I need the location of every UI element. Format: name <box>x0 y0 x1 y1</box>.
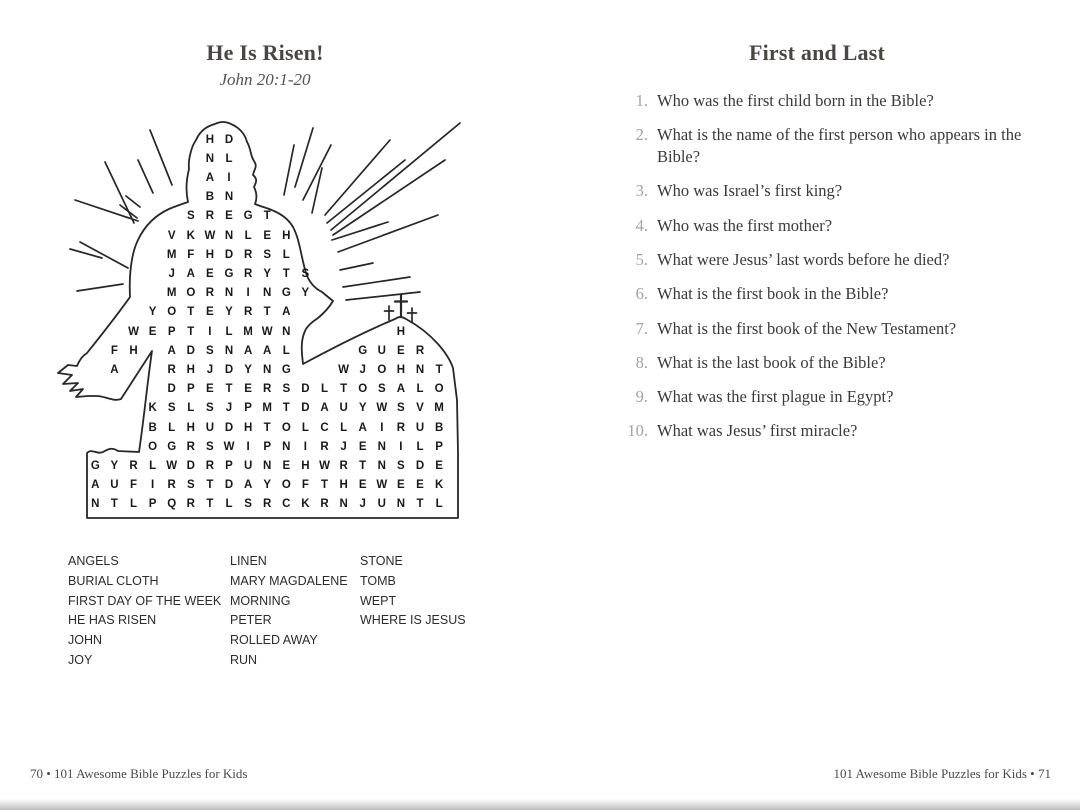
grid-letter: I <box>208 325 212 338</box>
grid-letter: H <box>282 229 291 242</box>
grid-letter: L <box>149 459 157 472</box>
grid-letter: L <box>435 498 443 511</box>
question-item <box>617 420 1047 442</box>
grid-letter: L <box>282 248 290 261</box>
grid-letter: H <box>129 344 138 357</box>
grid-letter: P <box>148 498 157 511</box>
grid-letter: E <box>263 229 272 242</box>
grid-letter: P <box>225 459 233 472</box>
grid-letter: A <box>320 402 329 415</box>
grid-letter: L <box>225 152 233 165</box>
grid-letter: Y <box>263 267 272 280</box>
grid-letter: U <box>243 459 253 472</box>
grid-letter: N <box>263 363 272 376</box>
cross-icon <box>385 306 394 320</box>
grid-letter: E <box>358 440 367 453</box>
grid-letter: B <box>205 191 215 204</box>
grid-letter: R <box>186 440 195 453</box>
grid-letter: G <box>224 267 234 280</box>
grid-letter: S <box>397 459 405 472</box>
grid-letter: I <box>150 479 155 492</box>
grid-letter: T <box>110 498 118 511</box>
grid-letter: H <box>186 421 195 434</box>
grid-letter: Y <box>244 363 252 376</box>
grid-letter: S <box>167 402 176 415</box>
grid-letter: R <box>415 344 425 357</box>
grid-letter: A <box>167 344 176 357</box>
grid-letter: A <box>205 171 215 184</box>
grid-letter: T <box>263 421 271 434</box>
grid-letter: E <box>397 344 405 357</box>
question-text: Who was the first child born in the Bible? <box>657 91 934 110</box>
grid-letter: T <box>320 479 329 492</box>
grid-letter: D <box>301 402 310 415</box>
grid-letter: W <box>376 402 388 415</box>
grid-letter: R <box>396 421 406 434</box>
grid-letter: T <box>187 325 195 338</box>
grid-letter: D <box>167 383 176 396</box>
grid-letter: N <box>224 229 234 242</box>
question-item <box>617 180 1047 202</box>
word-list-item: LINEN <box>230 554 267 568</box>
question-text: What is the last book of the Bible? <box>657 352 886 372</box>
grid-letter: R <box>243 248 253 261</box>
grid-letter: M <box>434 402 444 415</box>
grid-letter: E <box>244 383 252 396</box>
grid-letter: P <box>167 325 176 338</box>
question-number: 3. <box>635 181 648 201</box>
grid-letter: T <box>416 498 424 511</box>
question-text: What is the first book in the Bible? <box>657 284 889 304</box>
grid-letter: T <box>263 210 271 223</box>
grid-letter: J <box>225 402 233 415</box>
grid-letter: N <box>224 191 234 204</box>
question-item <box>617 318 1047 340</box>
grid-letter: U <box>377 498 386 511</box>
grid-letter: N <box>263 287 272 300</box>
grid-letter: F <box>187 248 195 261</box>
word-list-item: WEPT <box>360 593 397 608</box>
grid-letter: K <box>186 229 195 242</box>
grid-letter: U <box>110 479 119 492</box>
grid-letter: Y <box>263 479 272 492</box>
grid-letter: K <box>434 479 444 492</box>
cross-icon <box>395 295 407 316</box>
grid-letter: G <box>167 440 177 453</box>
grid-letter: A <box>396 383 406 396</box>
grid-letter: N <box>224 344 234 357</box>
grid-letter: Q <box>167 498 177 511</box>
grid-letter: L <box>416 440 424 453</box>
grid-letter: L <box>244 229 252 242</box>
question-item <box>617 386 1047 408</box>
grid-letter: R <box>167 363 176 376</box>
grid-letter: N <box>377 459 386 472</box>
grid-letter: W <box>319 459 330 472</box>
grid-letter: A <box>282 306 291 319</box>
grid-letter: J <box>206 363 214 376</box>
question-text: What was Jesus’ first miracle? <box>657 421 858 441</box>
grid-letter: S <box>263 248 272 261</box>
word-list-item: JOY <box>68 652 93 667</box>
quiz-title: First and Last <box>748 40 886 65</box>
grid-letter: O <box>281 479 291 492</box>
grid-letter: I <box>246 287 250 300</box>
grid-letter: F <box>301 479 309 492</box>
grid-letter: K <box>148 402 157 415</box>
question-number: 1. <box>635 91 648 110</box>
grid-letter: E <box>397 479 405 492</box>
grid-letter: E <box>206 267 214 280</box>
grid-letter: D <box>301 383 310 396</box>
grid-letter: E <box>225 210 233 223</box>
grid-letter: N <box>91 498 100 511</box>
grid-letter: R <box>205 210 215 223</box>
grid-letter: S <box>206 440 214 453</box>
grid-letter: R <box>320 498 329 511</box>
grid-letter: G <box>90 459 100 472</box>
grid-letter: D <box>186 459 195 472</box>
grid-letter: S <box>206 344 214 357</box>
grid-letter: R <box>129 459 138 472</box>
word-list-column <box>360 552 466 631</box>
word-list-column <box>68 552 221 671</box>
word-list-column <box>230 552 348 671</box>
question-item <box>617 124 1047 168</box>
grid-letter: I <box>303 440 307 453</box>
grid-letter: A <box>358 421 367 434</box>
grid-letter: G <box>358 344 368 357</box>
word-list-item: ROLLED AWAY <box>230 633 318 648</box>
question-number: 9. <box>635 387 648 407</box>
grid-letter: H <box>396 363 406 376</box>
grid-letter: P <box>186 383 195 396</box>
grid-letter: G <box>281 287 291 300</box>
grid-letter: H <box>339 479 348 492</box>
grid-letter: P <box>263 440 272 453</box>
grid-letter: H <box>205 133 215 146</box>
word-list-item: JOHN <box>68 633 103 648</box>
grid-letter: R <box>205 459 215 472</box>
word-list-item: BURIAL CLOTH <box>68 573 159 588</box>
grid-letter: E <box>148 325 157 338</box>
grid-letter: I <box>380 421 384 434</box>
grid-letter: M <box>166 248 177 261</box>
word-list <box>0 552 540 672</box>
question-number: 2. <box>635 125 648 145</box>
grid-letter: T <box>187 306 195 319</box>
word-list-item: MORNING <box>230 593 291 608</box>
word-search-puzzle <box>50 55 470 530</box>
grid-letter: R <box>263 383 272 396</box>
grid-letter: G <box>243 210 253 223</box>
question-item <box>617 249 1047 271</box>
grid-letter: R <box>339 459 348 472</box>
grid-letter: E <box>435 459 443 472</box>
question-text: Who was Israel’s first king? <box>657 181 843 201</box>
grid-letter: V <box>167 229 176 242</box>
grid-letter: U <box>415 421 425 434</box>
grid-letter: N <box>205 152 215 165</box>
grid-letter: A <box>243 344 253 357</box>
grid-letter: E <box>206 306 214 319</box>
grid-letter: U <box>377 344 386 357</box>
grid-letter: R <box>167 479 176 492</box>
grid-letter: D <box>415 459 425 472</box>
grid-letter: I <box>227 171 231 184</box>
grid-letter: L <box>225 325 233 338</box>
grid-letter: O <box>281 421 291 434</box>
grid-letter: L <box>340 421 348 434</box>
grid-letter: L <box>416 383 424 396</box>
grid-letter: T <box>225 383 233 396</box>
grid-letter: P <box>244 402 252 415</box>
grid-letter: W <box>166 459 178 472</box>
question-number: 8. <box>635 352 648 372</box>
grid-letter: E <box>416 479 424 492</box>
grid-letter: S <box>397 402 405 415</box>
word-list-item: PETER <box>230 613 272 628</box>
grid-letter: J <box>359 498 366 511</box>
grid-letter: O <box>358 383 368 396</box>
question-text: What is the name of the first person who appears in the Bible? <box>657 125 1022 167</box>
grid-letter: S <box>186 479 195 492</box>
grid-letter: T <box>206 479 214 492</box>
grid-letter: D <box>224 363 234 376</box>
grid-letter: W <box>376 479 388 492</box>
page-bottom-shadow <box>0 799 1080 810</box>
grid-letter: Y <box>148 306 157 319</box>
grid-letter: D <box>224 421 234 434</box>
word-list-item: MARY MAGDALENE <box>230 573 348 588</box>
grid-letter: R <box>243 306 253 319</box>
grid-letter: S <box>282 383 291 396</box>
grid-letter: N <box>339 498 348 511</box>
word-list-item: ANGELS <box>68 554 119 568</box>
word-list-item: STONE <box>360 554 403 568</box>
grid-letter: I <box>399 440 403 453</box>
grid-letter: Y <box>301 287 310 300</box>
grid-letter: L <box>225 498 233 511</box>
grid-letter: N <box>396 498 406 511</box>
grid-letter: W <box>261 325 273 338</box>
word-list-item: WHERE IS JESUS <box>360 613 466 628</box>
grid-letter: T <box>359 459 367 472</box>
grid-letter: L <box>320 383 329 396</box>
word-list-item: HE HAS RISEN <box>68 613 157 628</box>
word-list-item: TOMB <box>360 573 396 588</box>
grid-letter: H <box>186 363 195 376</box>
puzzle-scripture-reference: John 20:1-20 <box>219 70 311 89</box>
grid-letter: Y <box>225 306 233 319</box>
grid-letter: A <box>186 267 195 280</box>
grid-letter: S <box>301 267 310 280</box>
grid-letter: J <box>340 440 347 453</box>
word-list-item: FIRST DAY OF THE WEEK <box>68 593 222 608</box>
grid-letter: E <box>282 459 291 472</box>
grid-letter: L <box>301 421 309 434</box>
puzzle-title: He Is Risen! <box>206 40 324 65</box>
grid-letter: G <box>281 363 291 376</box>
page-footer-left: 70 • 101 Awesome Bible Puzzles for Kids <box>30 766 248 781</box>
grid-letter: U <box>339 402 348 415</box>
grid-letter: R <box>243 267 253 280</box>
grid-letter: F <box>129 479 138 492</box>
grid-letter: N <box>263 459 272 472</box>
grid-letter: D <box>224 133 234 146</box>
grid-letter: C <box>320 421 329 434</box>
word-list-item: RUN <box>230 652 258 667</box>
grid-letter: T <box>340 383 348 396</box>
question-list <box>617 90 1047 455</box>
grid-letter: A <box>110 363 119 376</box>
grid-letter: L <box>129 498 138 511</box>
question-item <box>617 90 1047 112</box>
grid-letter: B <box>434 421 444 434</box>
grid-letter: L <box>282 344 290 357</box>
grid-letter: Y <box>358 402 367 415</box>
grid-letter: U <box>205 421 215 434</box>
question-text: What is the first book of the New Testament? <box>657 318 957 338</box>
grid-letter: T <box>206 498 214 511</box>
grid-letter: O <box>148 440 158 453</box>
grid-letter: E <box>358 479 367 492</box>
grid-letter: B <box>148 421 157 434</box>
grid-letter: N <box>415 363 425 376</box>
grid-letter: R <box>263 498 272 511</box>
question-item <box>617 215 1047 237</box>
grid-letter: T <box>282 402 290 415</box>
grid-letter: L <box>168 421 176 434</box>
grid-letter: D <box>224 248 234 261</box>
grid-letter: D <box>186 344 195 357</box>
grid-letter: N <box>224 287 234 300</box>
grid-letter: J <box>359 363 366 376</box>
grid-letter: R <box>320 440 329 453</box>
grid-letter: J <box>168 267 175 280</box>
grid-letter: M <box>166 287 177 300</box>
grid-letter: O <box>377 363 387 376</box>
grid-letter: H <box>205 248 215 261</box>
grid-letter: S <box>206 402 214 415</box>
question-number: 6. <box>635 284 648 304</box>
grid-letter: H <box>243 421 253 434</box>
grid-letter: N <box>377 440 386 453</box>
grid-letter: R <box>186 498 195 511</box>
grid-letter: I <box>246 440 250 453</box>
grid-letter: T <box>435 363 443 376</box>
grid-letter: E <box>206 383 214 396</box>
grid-letter: O <box>186 287 196 300</box>
grid-letter: D <box>224 479 234 492</box>
grid-letter: Y <box>110 459 119 472</box>
question-number: 7. <box>635 318 648 338</box>
grid-letter: A <box>243 479 253 492</box>
grid-letter: W <box>223 440 235 453</box>
grid-letter: R <box>205 287 215 300</box>
grid-letter: A <box>91 479 100 492</box>
question-item <box>617 352 1047 374</box>
grid-letter: H <box>301 459 310 472</box>
grid-letter: M <box>243 325 253 338</box>
grid-letter: V <box>416 402 424 415</box>
grid-letter: S <box>377 383 386 396</box>
grid-letter: F <box>110 344 118 357</box>
question-item <box>617 283 1047 305</box>
question-text: Who was the first mother? <box>657 215 833 235</box>
grid-letter: T <box>282 267 290 280</box>
grid-letter: N <box>282 440 291 453</box>
grid-letter: L <box>187 402 195 415</box>
page-footer-right: 101 Awesome Bible Puzzles for Kids • 71 <box>833 766 1051 781</box>
question-number: 4. <box>635 215 648 235</box>
grid-letter: O <box>434 383 444 396</box>
question-number: 10. <box>627 421 648 441</box>
grid-letter: N <box>282 325 291 338</box>
grid-letter: H <box>396 325 406 338</box>
grid-letter: W <box>128 325 139 338</box>
grid-letter: S <box>186 210 195 223</box>
grid-letter: W <box>338 363 350 376</box>
question-text: What was the first plague in Egypt? <box>657 387 894 407</box>
question-number: 5. <box>635 249 648 269</box>
grid-letter: K <box>301 498 310 511</box>
grid-letter: W <box>204 229 216 242</box>
grid-letter: A <box>263 344 272 357</box>
grid-letter: S <box>244 498 252 511</box>
grid-letter: O <box>167 306 177 319</box>
grid-letter: P <box>435 440 443 453</box>
question-text: What were Jesus’ last words before he died? <box>657 249 950 269</box>
grid-letter: T <box>263 306 271 319</box>
grid-letter: M <box>262 402 272 415</box>
grid-letter: C <box>282 498 291 511</box>
